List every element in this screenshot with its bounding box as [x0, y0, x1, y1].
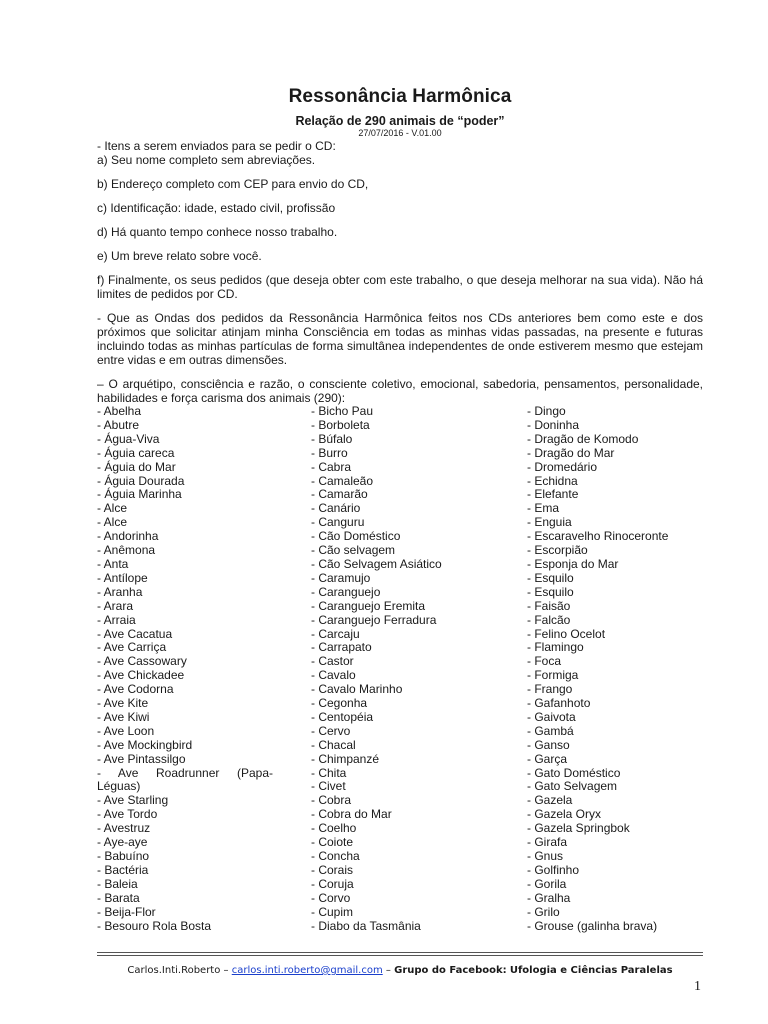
animal-list-item: - Gato Doméstico [527, 765, 621, 780]
animal-list-item: - Corais [311, 862, 354, 877]
animal-list-item: - Escorpião [527, 543, 588, 558]
animal-list-item: - Gazela [527, 793, 573, 808]
animal-list-item: - Cão selvagem [311, 543, 396, 558]
animal-list-item: - Dragão do Mar [527, 445, 615, 460]
animal-list-item: - Arraia [97, 612, 136, 627]
animal-list-item: - Ave Codorna [97, 682, 174, 697]
animal-list-item: - Alce [97, 501, 128, 516]
animal-list-item: - Coruja [311, 876, 354, 891]
animal-list-item: - Corvo [311, 890, 351, 905]
item-f: f) Finalmente, os seus pedidos (que deseja obter com este trabalho, o que deseja melhorar na sua vida). Não há limites de pedidos por CD. [97, 273, 703, 301]
animal-list-item: - Coiote [311, 835, 354, 850]
animal-list-item: - Esquilo [527, 584, 574, 599]
item-c: c) Identificação: idade, estado civil, profissão [97, 201, 336, 215]
document-title: Ressonância Harmônica [288, 86, 512, 107]
intro-section [97, 139, 703, 405]
animal-list-item: - Ave Kite [97, 696, 149, 711]
animal-list-item: - Cobra [311, 793, 352, 808]
animal-list-item: - Abelha [97, 404, 142, 418]
animal-list-item: - Burro [311, 445, 348, 460]
animal-list-item: - Escaravelho Rinoceronte [527, 529, 669, 544]
animal-list-item: - Anêmona [97, 543, 156, 558]
animal-list-item: - Camarão [311, 487, 368, 502]
animal-list-item: - Ave Pintassilgo [97, 751, 186, 766]
animal-list-item-continuation: Léguas) [97, 779, 141, 794]
animal-list-item: - Anta [97, 556, 129, 571]
animal-list-item: - Foca [527, 654, 562, 669]
animal-list-item: - Aranha [97, 584, 143, 599]
animal-column-3 [527, 405, 707, 933]
animal-list-item: - Concha [311, 849, 360, 863]
animal-list-item: - Elefante [527, 487, 579, 502]
animal-list-item: - Canário [311, 501, 361, 516]
animal-list-item: - Caranguejo Eremita [311, 598, 426, 613]
animal-list-item: - Gazela Oryx [527, 807, 602, 822]
footer-email-link[interactable]: carlos.inti.roberto@gmail.com [231, 965, 383, 976]
animal-list-item: - Chita [311, 765, 347, 780]
animal-list-item: - Frango [527, 682, 573, 697]
animal-list-item: - Chacal [311, 737, 356, 752]
animal-list-item: - Chimpanzé [311, 751, 380, 766]
footer [0, 965, 768, 976]
animal-list-item: - Cupim [311, 904, 354, 919]
animal-list-item: - Cavalo Marinho [311, 682, 403, 697]
animal-list-item: - Gafanhoto [527, 696, 591, 711]
animal-list-item: - Dragão de Komodo [527, 431, 639, 446]
animal-list-item: - Caranguejo [311, 584, 381, 599]
animal-list-item: - Caramujo [311, 570, 371, 585]
footer-author: Carlos.Inti.Roberto [127, 965, 221, 976]
animal-list-item: - Ave Roadrunner (Papa- [97, 765, 273, 780]
footer-group-label: Grupo do Facebook: [394, 965, 507, 976]
animal-list-item: - Grouse (galinha brava) [527, 918, 658, 933]
animal-list-item: - Andorinha [97, 529, 159, 544]
animal-list-item: - Enguia [527, 515, 572, 530]
animal-list-item: - Diabo da Tasmânia [311, 918, 421, 933]
animal-list-item: - Doninha [527, 417, 580, 432]
animal-list-item: - Garça [527, 751, 568, 766]
animal-list-item: - Dromedário [527, 459, 598, 474]
item-b: b) Endereço completo com CEP para envio do CD, [97, 177, 369, 191]
animal-list-item: - Centopéia [311, 709, 374, 724]
animal-list-item: - Arara [97, 598, 134, 613]
animal-list-item: - Antílope [97, 570, 148, 585]
footer-group-name: Ufologia e Ciências Paralelas [509, 965, 673, 976]
page-number: 1 [694, 979, 701, 994]
animal-column-2 [311, 405, 511, 933]
animal-list-item: - Coelho [311, 821, 357, 836]
animal-list-item: - Camaleão [311, 473, 374, 488]
animal-list-item: - Aye-aye [97, 835, 148, 850]
animal-list-item: - Ave Loon [97, 723, 155, 738]
animal-list-item: - Gazela Springbok [527, 821, 630, 836]
animal-list-item: - Baleia [97, 876, 138, 891]
animal-list-item: - Gralha [527, 890, 571, 905]
animal-list-item: - Águia Marinha [97, 487, 182, 502]
animal-list-item: - Ave Carriça [97, 640, 167, 655]
animal-list-item: - Beija-Flor [97, 904, 156, 919]
animal-list-item: - Gato Selvagem [527, 779, 618, 794]
animal-list-item: - Borboleta [311, 417, 370, 432]
footer-dash: – [385, 965, 391, 976]
archetype-paragraph: – O arquétipo, consciência e razão, o consciente coletivo, emocional, sabedoria, pensamentos, personalidade, habilidades e força carisma dos animais (290): [97, 377, 703, 405]
animal-list-item: - Canguru [311, 515, 365, 530]
animal-list-item: - Golfinho [527, 862, 580, 877]
animal-list-item: - Abutre [97, 417, 140, 432]
animal-list-item: - Formiga [527, 668, 579, 683]
animal-list-item: - Cabra [311, 459, 352, 474]
waves-paragraph: - Que as Ondas dos pedidos da Ressonância Harmônica feitos nos CDs anteriores bem como este e dos próximos que solicitar atinjam minha Consciência em todas as minhas vidas passadas, na presente e futuras incluindo todas as minhas partículas de forma simultânea independentes de onde estiverem mesmo que estejam entre vidas e em outras dimensões. [97, 311, 703, 367]
animal-list-item: - Esponja do Mar [527, 556, 619, 571]
animal-list-item: - Bactéria [97, 862, 149, 877]
animal-list-item: - Ganso [527, 737, 570, 752]
animal-list-item: - Cervo [311, 723, 351, 738]
animal-list-item: - Ave Cacatua [97, 626, 173, 641]
animal-list-item: - Faisão [527, 598, 571, 613]
footer-divider-top [97, 952, 703, 953]
animal-list-item: - Falcão [527, 612, 571, 627]
animal-list-item: - Cão Selvagem Asiático [311, 556, 442, 571]
animal-list-item: - Ave Chickadee [97, 668, 185, 683]
animal-list-item: - Gorila [527, 876, 567, 891]
animal-list-item: - Castor [311, 654, 354, 669]
animal-list-item: - Civet [311, 779, 346, 794]
animal-list-item: - Gnus [527, 849, 564, 863]
animal-list-item: - Gambá [527, 723, 574, 738]
item-a: a) Seu nome completo sem abreviações. [97, 153, 316, 167]
animal-list-item: - Gaivota [527, 709, 576, 724]
animal-list-item: - Águia do Mar [97, 459, 176, 474]
animal-list-item: - Ave Starling [97, 793, 169, 808]
animal-list-item: - Águia careca [97, 445, 175, 460]
animal-list-item: - Avestruz [97, 821, 151, 836]
document-subtitle: Relação de 290 animais de “poder” [295, 114, 505, 128]
animal-list-item: - Esquilo [527, 570, 574, 585]
items-heading: - Itens a serem enviados para se pedir o CD: [97, 139, 336, 153]
animal-list-item: - Babuíno [97, 849, 150, 863]
animal-list-item: - Carcaju [311, 626, 360, 641]
animal-list-item: - Bicho Pau [311, 404, 374, 418]
animal-column-1 [97, 405, 273, 933]
animal-list-item: - Felino Ocelot [527, 626, 606, 641]
animal-list-item: - Ave Tordo [97, 807, 158, 822]
item-e: e) Um breve relato sobre você. [97, 249, 262, 263]
document-date: 27/07/2016 - V.01.00 [358, 128, 442, 138]
animal-list-item: - Águia Dourada [97, 473, 185, 488]
animal-list-item: - Girafa [527, 835, 568, 850]
footer-divider-bottom [97, 955, 703, 956]
item-d: d) Há quanto tempo conhece nosso trabalho. [97, 225, 338, 239]
animal-list-item: - Água-Viva [97, 431, 160, 446]
animal-list-item: - Ema [527, 501, 560, 516]
animal-list-item: - Ave Mockingbird [97, 737, 193, 752]
animal-list-item: - Flamingo [527, 640, 584, 655]
animal-list-item: - Carrapato [311, 640, 372, 655]
animal-list-item: - Caranguejo Ferradura [311, 612, 437, 627]
animal-list-item: - Búfalo [311, 431, 353, 446]
animal-list-item: - Grilo [527, 904, 560, 919]
animal-list-item: - Besouro Rola Bosta [97, 918, 212, 933]
animal-list-item: - Ave Cassowary [97, 654, 187, 669]
footer-dash: – [223, 965, 229, 976]
animal-list-item: - Alce [97, 515, 128, 530]
animal-list-item: - Cavalo [311, 668, 356, 683]
animal-list-item: - Cegonha [311, 696, 368, 711]
animal-list-item: - Ave Kiwi [97, 709, 150, 724]
animal-list-item: - Barata [97, 890, 140, 905]
animal-list-item: - Cão Doméstico [311, 529, 401, 544]
animal-list-item: - Cobra do Mar [311, 807, 392, 822]
animal-list-item: - Dingo [527, 404, 566, 418]
animal-list-item: - Echidna [527, 473, 578, 488]
